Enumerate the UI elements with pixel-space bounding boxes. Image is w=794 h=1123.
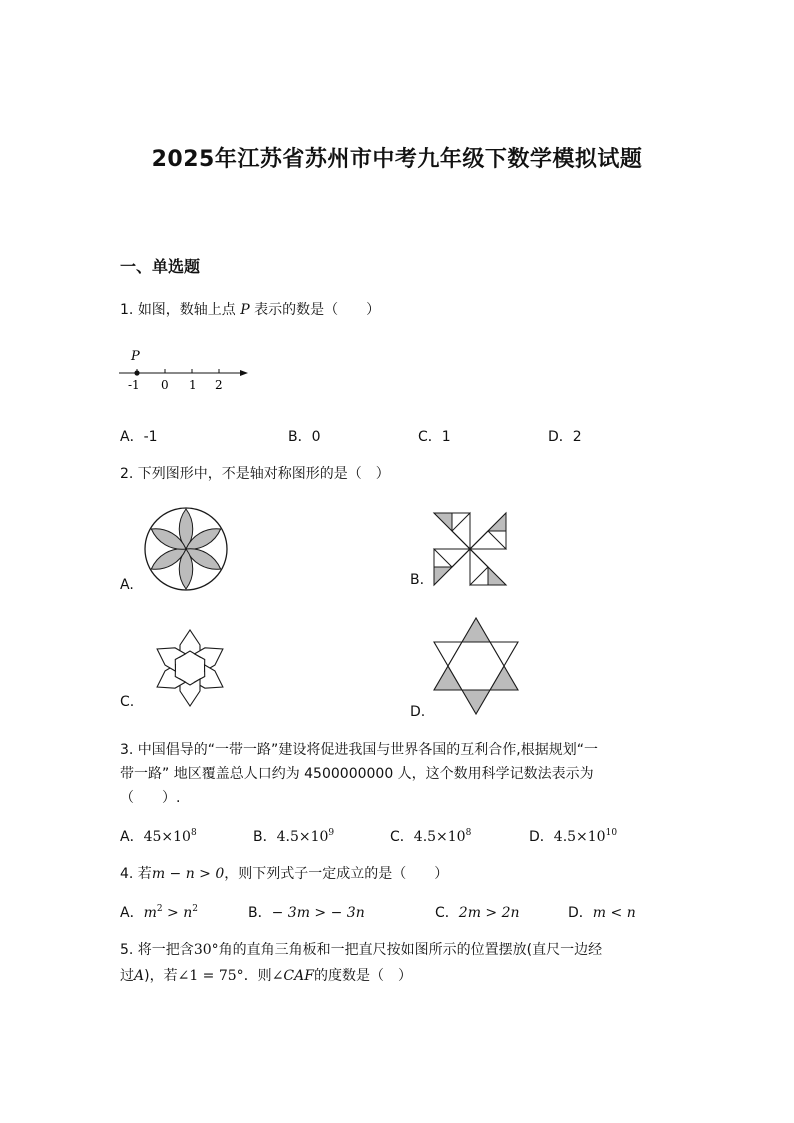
option-b[interactable] [253,826,334,846]
option-c[interactable]: C．1 [418,429,451,445]
question-text: 5. 将一把含 [120,942,194,958]
option-expression: m [143,905,157,921]
option-b-label[interactable]: B. [410,572,425,588]
question-text: 的度数是（ ） [313,968,412,984]
question-text: ．则 [243,968,272,984]
point-p-label: P [131,349,140,364]
option-exponent: 8 [190,828,197,838]
question-text: )，若 [144,968,178,984]
figure-d-hexagram[interactable] [430,616,522,716]
tick-label: 0 [161,378,169,392]
option-prefix: C． [435,905,459,921]
angle-value: 30° [193,942,219,958]
page-title: 2025年江苏省苏州市中考九年级下数学模拟试题 [151,147,643,172]
option-b[interactable]: B．0 [288,429,321,445]
figure-c-hexagon-star[interactable] [140,626,240,710]
question-text: 表示的数是（ ） [254,302,381,318]
option-value: 4.5×10 [553,829,606,845]
option-value: 45×10 [143,829,191,845]
option-operator: > [162,905,184,921]
hexagon-petals [152,630,228,706]
angle-1-value: ∠1 = 75° [177,968,244,984]
option-a[interactable] [120,902,198,922]
condition-expression: m − n > 0 [151,866,225,882]
question-text: 角的直角三角板和一把直尺按如图所示的位置摆放(直尺一边经 [218,942,603,958]
point-p [134,370,139,375]
question-5-line-1 [120,940,602,960]
option-d-label[interactable]: D. [410,704,426,720]
number-line-figure [115,342,260,397]
option-b[interactable] [248,902,365,922]
option-value: 4.5×10 [276,829,329,845]
angle-caf: ∠CAF [271,968,314,984]
question-number: 1. [120,302,134,318]
option-prefix: D． [568,905,593,921]
star-points [434,618,518,714]
question-text: 4. 若 [120,866,152,882]
tick-label: 2 [215,378,223,392]
option-expression: m < n [592,905,636,921]
section-heading: 一、单选题 [120,257,201,276]
option-prefix: A． [120,905,144,921]
variable-p: P [240,302,250,318]
question-text: ，则下列式子一定成立的是（ ） [224,866,449,882]
question-3-line-2: 带一路” 地区覆盖总人口约为 4500000000 人，这个数用科学记数法表示为 [120,766,594,782]
option-c[interactable] [390,826,471,846]
option-prefix: B． [248,905,272,921]
option-a[interactable]: A．-1 [120,429,158,445]
option-exponent: 8 [465,828,472,838]
question-1 [120,300,380,320]
option-value: 4.5×10 [413,829,466,845]
option-expression: n [183,905,193,921]
option-prefix: A． [120,829,144,845]
question-5-line-2 [120,966,412,986]
tick-label: -1 [128,378,140,392]
number-line-arrow [240,370,248,376]
option-prefix: D． [529,829,554,845]
variable-a: A [134,968,145,984]
question-3-line-3: （ ）. [120,790,181,806]
option-exponent: 10 [605,828,618,838]
figure-a-flower[interactable] [140,503,232,595]
option-exponent: 9 [328,828,335,838]
option-c[interactable] [435,902,520,922]
option-prefix: C． [390,829,414,845]
option-c-label[interactable]: C. [120,694,135,710]
tick-label: 1 [189,378,197,392]
petals [148,509,224,589]
figure-b-pinwheel[interactable] [430,510,510,588]
pinwheel-blades [434,513,506,585]
option-exponent: 2 [156,904,163,914]
option-prefix: B． [253,829,277,845]
question-text: 过 [120,968,134,984]
option-expression: − 3m > − 3n [271,905,365,921]
question-3-line-1: 3. 中国倡导的“一带一路”建设将促进我国与世界各国的互利合作,根据规划“一 [120,742,599,758]
option-a[interactable] [120,826,197,846]
option-expression: 2m > 2n [458,905,520,921]
question-text: 如图，数轴上点 [137,302,236,318]
question-4 [120,864,448,884]
option-d[interactable] [529,826,617,846]
option-d[interactable]: D．2 [548,429,582,445]
option-a-label[interactable]: A. [120,577,134,593]
question-2: 2. 下列图形中，不是轴对称图形的是（ ） [120,466,390,482]
option-exponent: 2 [192,904,198,914]
option-d[interactable] [568,902,636,922]
